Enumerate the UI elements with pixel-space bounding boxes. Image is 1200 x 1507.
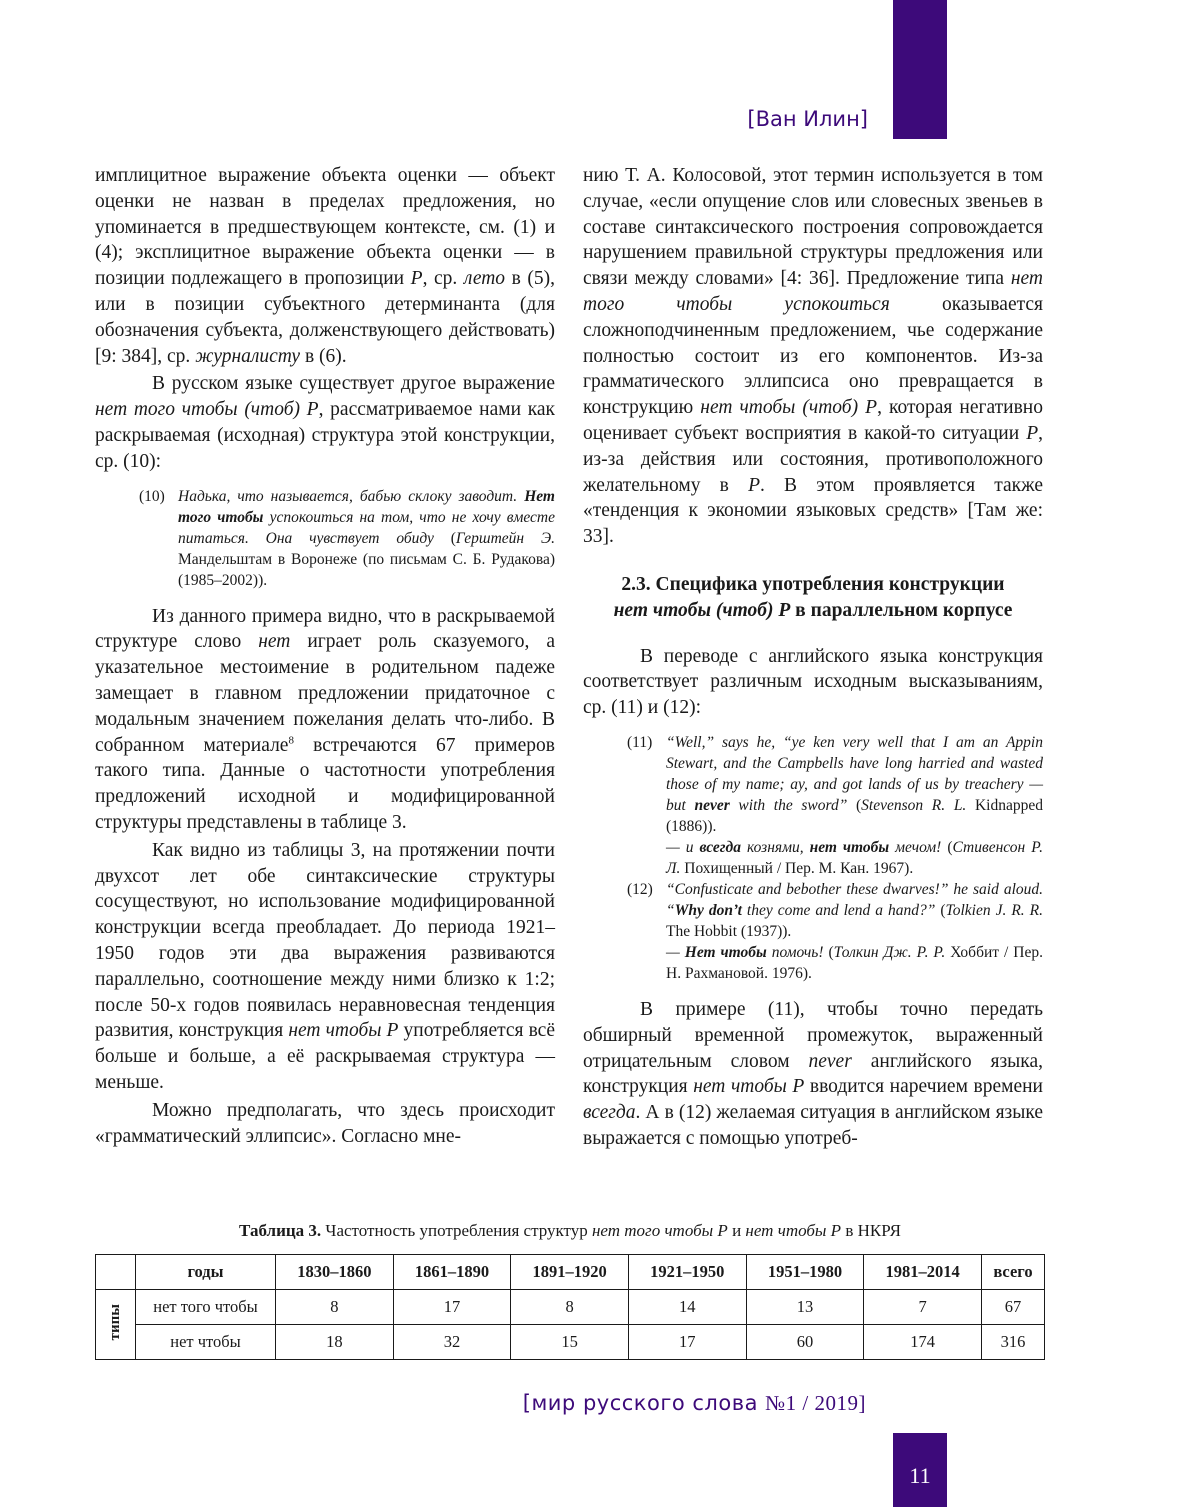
text: Из данного примера видно, что в раскрываемой структуре слово [95, 605, 555, 653]
table-cell: 17 [393, 1290, 511, 1325]
table-header-cell: 1830–1860 [276, 1255, 394, 1290]
table-cell: 18 [276, 1325, 394, 1360]
example-10 [139, 486, 555, 591]
text: Как видно из таблицы 3, на протяжении почти двухсот лет обе синтаксические структуры сосуществуют, но использование модифицированной конструкции всегда преобладает. До периода 1921–1950 годов эти два выражения развиваются параллельно, соотношение между ними близко к 1:2; после 50-х годов появилась неравновесная тенденция развития, конструкция [95, 839, 555, 1042]
table-cell: 8 [511, 1290, 629, 1325]
italic-text: Герштейн Э. [455, 529, 555, 547]
example-block [139, 486, 555, 591]
table-side-label: типы [107, 1303, 123, 1341]
right-column [583, 163, 1043, 1152]
text: Похищенный / Пер. М. Кан. 1967). [680, 859, 914, 877]
table-header-cell: 1921–1950 [628, 1255, 746, 1290]
text: . В этом проявляется также «тенденция к экономии языковых средств» [Там же: 33]. [583, 474, 1043, 548]
example-block [627, 732, 1043, 984]
text: , рассматриваемое нами как раскрываемая (исходная) структура этой конструкции, ср. (10): [95, 399, 556, 472]
table-cell: 174 [864, 1325, 982, 1360]
italic-text: кознями, [740, 838, 810, 856]
footnote-marker: 8 [288, 734, 294, 747]
italic-text: нет чтобы P [288, 1020, 399, 1042]
text: в (6). [300, 345, 347, 367]
example-source [666, 732, 1043, 837]
section-heading-line: 2.3. Специфика употребления конструкции [621, 573, 1005, 595]
text: . А в (12) желаемая ситуация в английском языке выражается с помощью употреб- [583, 1102, 1043, 1149]
bold-italic-text: Нет того чтобы [178, 487, 555, 526]
italic-text: Стивенсон Р. Л. [666, 838, 1043, 877]
text: вводится наречием времени [804, 1076, 1043, 1098]
section-heading-line: в параллельном корпусе [790, 599, 1013, 621]
table-header-cell: всего [981, 1255, 1044, 1290]
bold-italic-text: Нет чтобы [684, 943, 767, 961]
italic-text: never [808, 1050, 852, 1072]
italic-text: Stevenson R. L. [861, 796, 967, 814]
text: The Hobbit (1937)). [666, 922, 792, 940]
text: играет роль сказуемого, а указательное местоимение в родительном падеже замещает в главном предложении придаточное с модальным значением пожелания делать что-либо. В собранном материале [95, 631, 555, 756]
left-column [95, 163, 555, 1149]
table-header-cell: 1951–1980 [746, 1255, 864, 1290]
table-header-cell: 1891–1920 [511, 1255, 629, 1290]
table-cell: 316 [981, 1325, 1044, 1360]
italic-text: нет чтобы P [693, 1076, 805, 1098]
italic-text: “Well,” says he, “ye ken very well that I am an Appin Stewart, and the Campbells have long harried and wasted those of my name; ay, and got lands of us by treachery — but [666, 733, 1043, 814]
italic-text: помочь! [766, 943, 824, 961]
table-corner-cell [96, 1255, 136, 1290]
table-row [96, 1290, 1045, 1325]
header-accent-bar [893, 0, 947, 139]
table-header-cell: годы [136, 1255, 276, 1290]
italic-text: нет того чтобы успокоиться [583, 268, 1043, 315]
example-source [666, 879, 1043, 942]
journal-issue: №1 / 2019] [765, 1391, 866, 1415]
table-side-label-cell [96, 1290, 136, 1360]
text: , которая негативно оценивает субъект восприятия в какой-то ситуации [583, 397, 1043, 444]
italic-text: they come and lend a hand?” [741, 901, 936, 919]
italic-text: успокоиться на том, что не хочу вместе питаться. Она чувствует обиду [178, 508, 555, 547]
text: имплицитное выражение объекта оценки — объект оценки не назван в пределах предложения, но упоминается в предшествующем контексте, см. (1) и (4); эксплицитное выражение объекта оценки — в позиции подлежащего в пропозиции [95, 165, 555, 290]
table-cell: 15 [511, 1325, 629, 1360]
italic-text: всегда [583, 1102, 636, 1124]
text: , ср. [422, 268, 464, 290]
text: английского языка, конструкция [583, 1050, 1043, 1098]
table-header-cell: 1981–2014 [864, 1255, 982, 1290]
table-cell: 13 [746, 1290, 864, 1325]
frequency-table [95, 1254, 1045, 1360]
example-translation [666, 837, 1043, 879]
bold-italic-text: Why don’t [674, 901, 742, 919]
text: ( [941, 838, 953, 856]
text: В русском языке существует другое выражение [152, 373, 555, 395]
paragraph [95, 371, 555, 474]
running-head-author: [Ван Илин] [747, 107, 868, 131]
example-number: (10) [139, 487, 165, 505]
table-header-row [96, 1255, 1045, 1290]
table-cell: 60 [746, 1325, 864, 1360]
paragraph [95, 163, 555, 369]
italic-text: нет чтобы P [745, 1221, 842, 1240]
italic-text: Tolkien J. R. R. [945, 901, 1044, 919]
bold-italic-text: нет чтобы [809, 838, 890, 856]
table-cell: 17 [628, 1325, 746, 1360]
table-row [96, 1325, 1045, 1360]
italic-text: with the sword” [729, 796, 848, 814]
text: В примере (11), чтобы точно передать обширный временной промежуток, выраженный отрицательным словом [583, 998, 1043, 1072]
bold-italic-text: всегда [699, 838, 741, 856]
journal-title: [мир русского слова [522, 1391, 766, 1415]
example-translation [666, 942, 1043, 984]
text: ( [823, 943, 834, 961]
text: ( [433, 529, 456, 547]
table-cell: 7 [864, 1290, 982, 1325]
table-caption-label: Таблица 3. [239, 1221, 322, 1240]
table-cell: 14 [628, 1290, 746, 1325]
paragraph: В переводе с английского языка конструкция соответствует различным исходным высказываниям, ср. (11) и (12): [583, 645, 1043, 719]
text: оказывается сложноподчиненным предложением, чье содержание полностью состоит из его компонентов. Из-за грамматического эллипсиса оно превращается в конструкцию [583, 293, 1043, 419]
italic-text: — [666, 943, 685, 961]
text: употребляется всё больше и больше, а её раскрываемая структура — меньше. [95, 1020, 555, 1093]
example-number: (11) [627, 733, 653, 751]
table-cell: 8 [276, 1290, 394, 1325]
table-cell: 67 [981, 1290, 1044, 1325]
section-heading-italic: нет чтобы (чтоб) P [613, 599, 791, 621]
italic-text: нет того чтобы (чтоб) P [95, 399, 319, 421]
section-heading [583, 572, 1043, 624]
italic-text: Надька, что называется, бабью склоку заводит. [178, 487, 525, 505]
text: Kidnapped (1886)). [666, 796, 1043, 835]
italic-text: Толкин Дж. Р. Р. [833, 943, 946, 961]
text: , из-за действия или состояния, противоположного желательному в [583, 422, 1043, 496]
italic-text: нет чтобы (чтоб) P [700, 397, 878, 419]
italic-text: P [1026, 422, 1039, 444]
text: и [727, 1221, 746, 1240]
table-row-label: нет того чтобы [136, 1290, 276, 1325]
text: в НКРЯ [841, 1221, 901, 1240]
italic-text: мечом! [889, 838, 942, 856]
italic-text: журналисту [195, 345, 301, 367]
italic-text: нет того чтобы P [592, 1221, 728, 1240]
paragraph [95, 604, 555, 836]
bold-italic-text: never [694, 796, 730, 814]
table-caption [95, 1220, 1045, 1242]
text: в (5), или в позиции субъектного детерминанта (для обозначения субъекта, долженствующего действовать) [9: 384], ср. [95, 268, 555, 367]
text: ( [847, 796, 862, 814]
table-row-label: нет чтобы [136, 1325, 276, 1360]
running-foot-journal [523, 1391, 866, 1416]
paragraph [95, 838, 555, 1096]
text: нию Т. А. Колосовой, этот термин используется в том случае, «если опущение слов или словесных звеньев в составе синтаксического построения сопровождается нарушением правильной структуры предложения или связи между словами» [4: 36]. Предложение типа [583, 165, 1043, 290]
table-header-cell: 1861–1890 [393, 1255, 511, 1290]
example-11 [627, 732, 1043, 879]
italic-text: — и [666, 838, 700, 856]
italic-text: “Confusticate and bebother these dwarves!” he said aloud. “ [666, 880, 1043, 919]
text: ( [935, 901, 946, 919]
text: Частотность употребления структур [321, 1221, 592, 1240]
text: Хоббит / Пер. Н. Рахмановой. 1976). [666, 943, 1043, 982]
paragraph [583, 997, 1043, 1152]
italic-text: P [748, 474, 760, 496]
page-number: 11 [909, 1463, 931, 1488]
italic-text: нет [258, 631, 291, 653]
paragraph: Можно предполагать, что здесь происходит «грамматический эллипсис». Согласно мне- [95, 1099, 555, 1147]
table-cell: 32 [393, 1325, 511, 1360]
italic-text: лето [463, 268, 506, 290]
example-number: (12) [627, 880, 653, 898]
text: встречаются 67 примеров такого типа. Данные о частотности употребления предложений исходной и модифицированной структуры представлены в таблице 3. [95, 734, 555, 833]
italic-text: P [410, 268, 423, 290]
text: Мандельштам в Воронеже (по письмам С. Б. Рудакова) (1985–2002)). [178, 550, 555, 589]
paragraph [583, 163, 1043, 550]
example-12 [627, 879, 1043, 984]
